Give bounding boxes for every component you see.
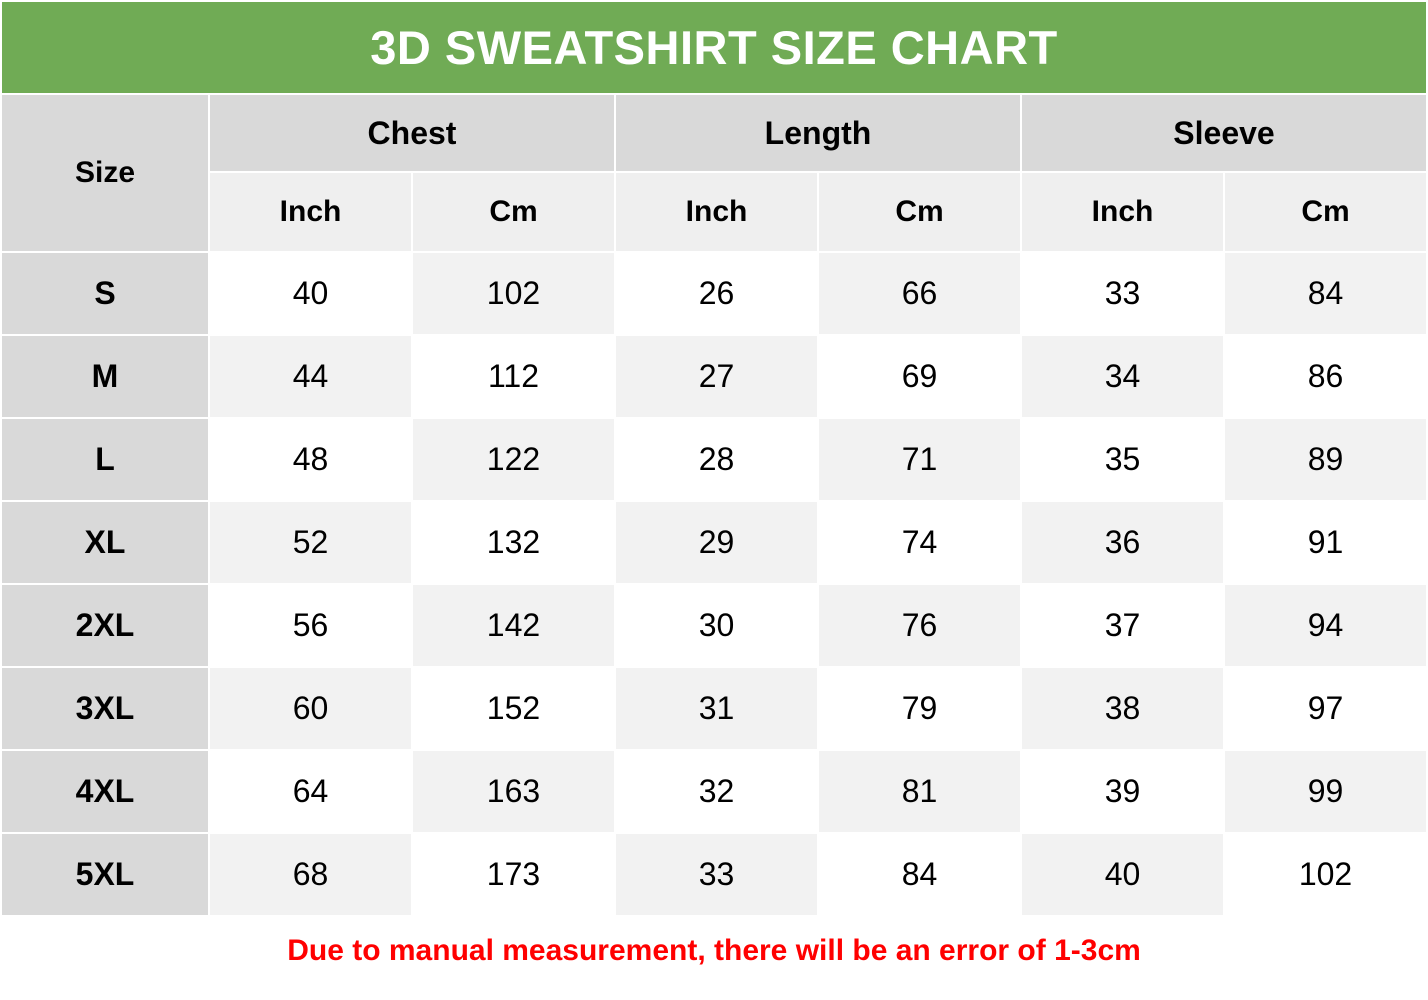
cell-2xl-sleeve-inch: 37 bbox=[1021, 584, 1224, 667]
cell-m-sleeve-cm: 86 bbox=[1224, 335, 1427, 418]
cell-5xl-length-cm: 84 bbox=[818, 833, 1021, 916]
cell-xl-sleeve-inch: 36 bbox=[1021, 501, 1224, 584]
cell-l-sleeve-cm: 89 bbox=[1224, 418, 1427, 501]
cell-m-chest-cm: 112 bbox=[412, 335, 615, 418]
cell-4xl-chest-cm: 163 bbox=[412, 750, 615, 833]
cell-s-chest-inch: 40 bbox=[209, 252, 412, 335]
unit-header-length-cm: Cm bbox=[818, 172, 1021, 252]
table-row bbox=[1, 252, 1427, 335]
column-header-size: Size bbox=[1, 94, 209, 252]
cell-2xl-length-inch: 30 bbox=[615, 584, 818, 667]
table-row bbox=[1, 335, 1427, 418]
group-header-sleeve: Sleeve bbox=[1021, 94, 1427, 172]
unit-header-chest-cm: Cm bbox=[412, 172, 615, 252]
cell-5xl-chest-inch: 68 bbox=[209, 833, 412, 916]
cell-xl-chest-cm: 132 bbox=[412, 501, 615, 584]
cell-3xl-sleeve-inch: 38 bbox=[1021, 667, 1224, 750]
unit-header-row bbox=[1, 172, 1427, 252]
cell-3xl-length-inch: 31 bbox=[615, 667, 818, 750]
chart-title: 3D SWEATSHIRT SIZE CHART bbox=[1, 1, 1427, 94]
table-row bbox=[1, 667, 1427, 750]
cell-xl-chest-inch: 52 bbox=[209, 501, 412, 584]
cell-4xl-chest-inch: 64 bbox=[209, 750, 412, 833]
row-label-l: L bbox=[1, 418, 209, 501]
cell-m-length-cm: 69 bbox=[818, 335, 1021, 418]
row-label-m: M bbox=[1, 335, 209, 418]
cell-3xl-chest-cm: 152 bbox=[412, 667, 615, 750]
measurement-note: Due to manual measurement, there will be an error of 1-3cm bbox=[1, 916, 1427, 986]
cell-2xl-chest-inch: 56 bbox=[209, 584, 412, 667]
group-header-chest: Chest bbox=[209, 94, 615, 172]
cell-4xl-sleeve-inch: 39 bbox=[1021, 750, 1224, 833]
table-row bbox=[1, 750, 1427, 833]
note-row bbox=[1, 916, 1427, 986]
cell-4xl-length-inch: 32 bbox=[615, 750, 818, 833]
cell-xl-length-cm: 74 bbox=[818, 501, 1021, 584]
unit-header-sleeve-inch: Inch bbox=[1021, 172, 1224, 252]
cell-3xl-length-cm: 79 bbox=[818, 667, 1021, 750]
row-label-4xl: 4XL bbox=[1, 750, 209, 833]
cell-4xl-length-cm: 81 bbox=[818, 750, 1021, 833]
cell-5xl-sleeve-inch: 40 bbox=[1021, 833, 1224, 916]
cell-s-sleeve-inch: 33 bbox=[1021, 252, 1224, 335]
cell-s-sleeve-cm: 84 bbox=[1224, 252, 1427, 335]
table-row bbox=[1, 418, 1427, 501]
cell-m-chest-inch: 44 bbox=[209, 335, 412, 418]
cell-5xl-sleeve-cm: 102 bbox=[1224, 833, 1427, 916]
unit-header-chest-inch: Inch bbox=[209, 172, 412, 252]
row-label-s: S bbox=[1, 252, 209, 335]
cell-s-chest-cm: 102 bbox=[412, 252, 615, 335]
cell-2xl-chest-cm: 142 bbox=[412, 584, 615, 667]
group-header-row bbox=[1, 94, 1427, 172]
cell-m-length-inch: 27 bbox=[615, 335, 818, 418]
cell-4xl-sleeve-cm: 99 bbox=[1224, 750, 1427, 833]
group-header-length: Length bbox=[615, 94, 1021, 172]
cell-xl-length-inch: 29 bbox=[615, 501, 818, 584]
table-row bbox=[1, 584, 1427, 667]
cell-l-sleeve-inch: 35 bbox=[1021, 418, 1224, 501]
row-label-5xl: 5XL bbox=[1, 833, 209, 916]
table-row bbox=[1, 833, 1427, 916]
table-row bbox=[1, 501, 1427, 584]
cell-m-sleeve-inch: 34 bbox=[1021, 335, 1224, 418]
cell-s-length-cm: 66 bbox=[818, 252, 1021, 335]
cell-xl-sleeve-cm: 91 bbox=[1224, 501, 1427, 584]
cell-l-chest-inch: 48 bbox=[209, 418, 412, 501]
cell-s-length-inch: 26 bbox=[615, 252, 818, 335]
cell-l-length-cm: 71 bbox=[818, 418, 1021, 501]
row-label-2xl: 2XL bbox=[1, 584, 209, 667]
cell-5xl-length-inch: 33 bbox=[615, 833, 818, 916]
cell-2xl-length-cm: 76 bbox=[818, 584, 1021, 667]
row-label-xl: XL bbox=[1, 501, 209, 584]
cell-l-chest-cm: 122 bbox=[412, 418, 615, 501]
title-row bbox=[1, 1, 1427, 94]
cell-5xl-chest-cm: 173 bbox=[412, 833, 615, 916]
unit-header-sleeve-cm: Cm bbox=[1224, 172, 1427, 252]
cell-3xl-chest-inch: 60 bbox=[209, 667, 412, 750]
unit-header-length-inch: Inch bbox=[615, 172, 818, 252]
cell-l-length-inch: 28 bbox=[615, 418, 818, 501]
cell-2xl-sleeve-cm: 94 bbox=[1224, 584, 1427, 667]
cell-3xl-sleeve-cm: 97 bbox=[1224, 667, 1427, 750]
row-label-3xl: 3XL bbox=[1, 667, 209, 750]
